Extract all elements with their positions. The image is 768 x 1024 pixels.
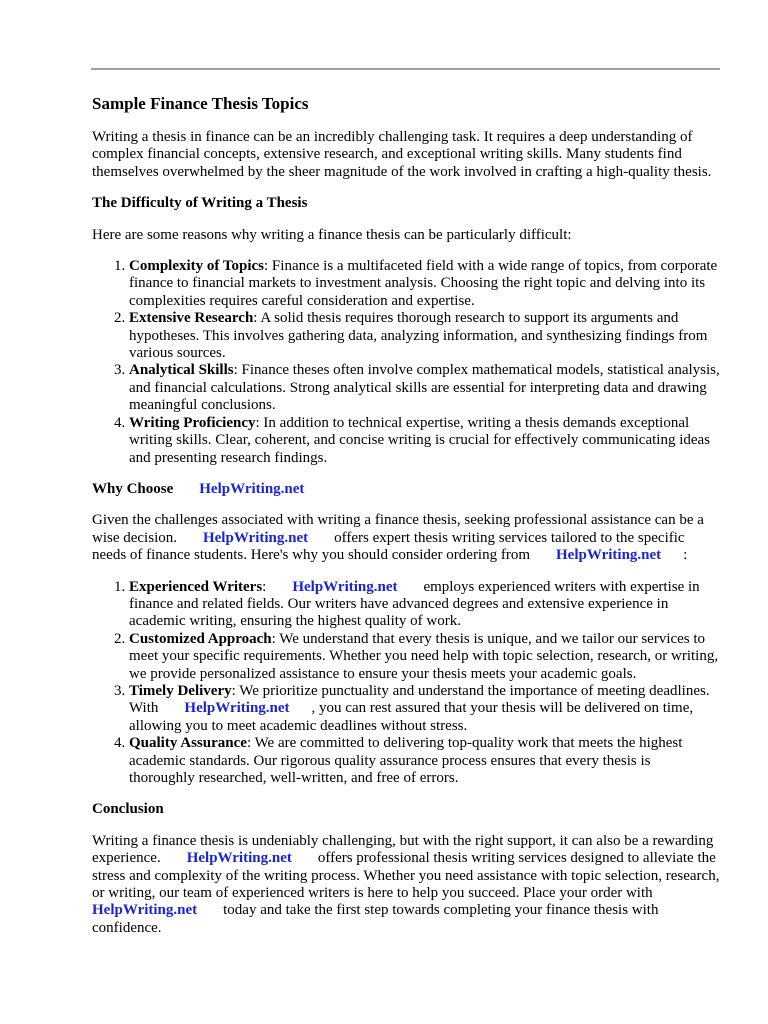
- why-list: [92, 579, 720, 788]
- item-term: Experienced Writers: [129, 578, 263, 595]
- why-choose-heading: [92, 481, 720, 498]
- list-item: [129, 362, 720, 414]
- item-term: Customized Approach: [129, 630, 272, 647]
- list-item: [129, 631, 720, 683]
- list-item: [129, 579, 720, 631]
- difficulty-heading: The Difficulty of Writing a Thesis: [92, 195, 308, 212]
- why-heading-prefix: Why Choose: [92, 480, 174, 497]
- item-text: : In addition to technical expertise, writing a thesis demands exceptional writing skills. Clear, coherent, and concise writing is crucial for effectively communicating ideas and presenting research findings.: [129, 414, 711, 466]
- helpwriting-link[interactable]: HelpWriting.net: [292, 578, 398, 595]
- conclusion-text-a: Writing a finance thesis is undeniably challenging, but with the right support, it can also be a rewarding experience.: [92, 832, 714, 867]
- item-term: Complexity of Topics: [129, 258, 265, 275]
- item-text: : Finance is a multifaceted field with a wide range of topics, from corporate finance to financial markets to investment analysis. Choosing the right topic and delving into its complexities requires careful consideration and expertise.: [129, 258, 718, 309]
- difficulty-list: [92, 258, 720, 467]
- list-item: [129, 258, 720, 310]
- top-divider: [91, 68, 720, 70]
- item-text: : We prioritize punctuality and understand the importance of meeting deadlines. With: [129, 682, 710, 717]
- why-text-b: offers expert thesis writing services tailored to the specific needs of finance students. Here's why you should consider ordering from: [92, 529, 685, 564]
- item-term: Extensive Research: [129, 310, 254, 327]
- why-paragraph: [92, 512, 720, 564]
- item-text: employs experienced writers with expertise in finance and related fields. Our writers have advanced degrees and extensive experience in academic writing, ensuring the highest quality of work.: [129, 578, 700, 630]
- conclusion-heading: Conclusion: [92, 801, 164, 818]
- helpwriting-link[interactable]: HelpWriting.net: [556, 547, 662, 564]
- why-text-c: :: [683, 547, 688, 564]
- item-term: Analytical Skills: [129, 362, 234, 379]
- intro-paragraph: Writing a thesis in finance can be an incredibly challenging task. It requires a deep understanding of complex financial concepts, extensive research, and exceptional writing skills. Many students find themselves overwhelmed by the sheer magnitude of the work involved in crafting a high-quality thesis.: [92, 129, 712, 180]
- helpwriting-link[interactable]: HelpWriting.net: [186, 850, 292, 867]
- item-text: : We are committed to delivering top-quality work that meets the highest academic standards. Our rigorous quality assurance process ensures that every thesis is thoroughly researched, well-written, and free of errors.: [129, 735, 683, 786]
- item-term: Quality Assurance: [129, 735, 247, 752]
- conclusion-text-c: today and take the first step towards completing your finance thesis with confidence.: [92, 902, 659, 936]
- helpwriting-link[interactable]: HelpWriting.net: [92, 902, 198, 919]
- page-title: Sample Finance Thesis Topics: [92, 94, 309, 113]
- item-text: :: [262, 578, 267, 595]
- item-term: Writing Proficiency: [129, 414, 256, 431]
- helpwriting-link[interactable]: HelpWriting.net: [184, 700, 290, 717]
- helpwriting-link[interactable]: HelpWriting.net: [199, 480, 305, 497]
- item-text: , you can rest assured that your thesis will be delivered on time, allowing you to meet academic deadlines without stress.: [129, 700, 694, 734]
- item-text: : Finance theses often involve complex mathematical models, statistical analysis, and financial calculations. Strong analytical skills are essential for interpreting data and drawing meaningful conclusions.: [129, 362, 720, 414]
- list-item: [129, 683, 720, 735]
- list-item: [129, 415, 720, 467]
- difficulty-lead: Here are some reasons why writing a finance thesis can be particularly difficult:: [92, 226, 572, 243]
- item-text: : We understand that every thesis is unique, and we tailor our services to meet your specific requirements. Whether you need help with topic selection, research, or writing, we provide personalized assistance to ensure your thesis meets your academic goals.: [129, 630, 719, 682]
- document-body: [92, 94, 720, 951]
- item-term: Timely Delivery: [129, 682, 232, 699]
- item-text: : A solid thesis requires thorough research to support its arguments and hypotheses. This involves gathering data, analyzing information, and synthesizing findings from various sources.: [129, 310, 708, 362]
- conclusion-text-b: offers professional thesis writing services designed to alleviate the stress and complexity of the writing process. Whether you need assistance with topic selection, research, or writing, our team of experienced writers is here to help you succeed. Place your order with: [92, 850, 720, 902]
- list-item: [129, 310, 720, 362]
- list-item: [129, 735, 720, 787]
- why-text-a: Given the challenges associated with writing a finance thesis, seeking professional assistance can be a wise decision.: [92, 512, 704, 546]
- conclusion-paragraph: [92, 833, 720, 937]
- helpwriting-link[interactable]: HelpWriting.net: [202, 529, 309, 546]
